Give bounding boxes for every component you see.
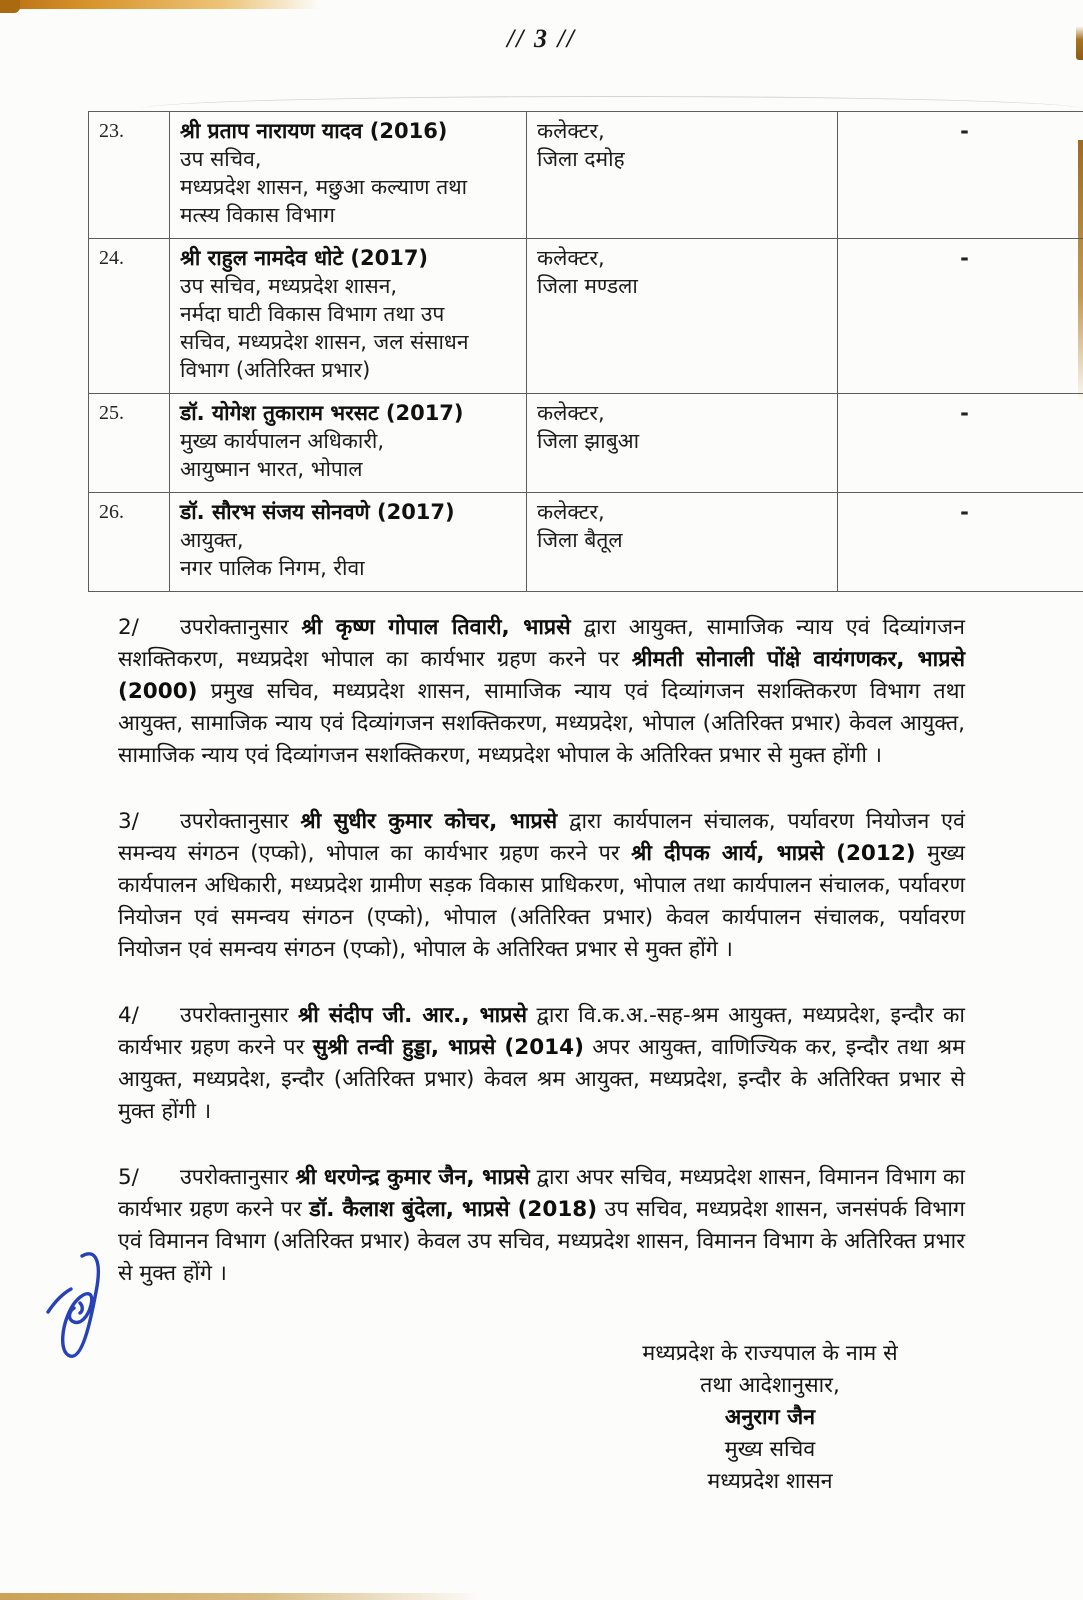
paragraph-text: अपर आयुक्त, वाणिज्यिक कर, इन्दौर तथा श्रम आयुक्त, मध्यप्रदेश, इन्दौर (अतिरिक्त प्रभार) केवल श्रम आयुक्त, मध्यप्रदेश, इन्दौर के अतिरिक्त प्रभार से मुक्त होंगी । — [118, 1035, 965, 1124]
paragraph-bold-text: डॉ. कैलाश बुंदेला, भाप्रसे (2018) — [309, 1197, 598, 1222]
paragraph-number: 2/ — [118, 615, 139, 640]
order-paragraph — [118, 1162, 965, 1290]
officer-designation-line: मध्यप्रदेश शासन, मछुआ कल्याण तथा — [180, 175, 468, 199]
page-number: // 3 // — [507, 24, 576, 53]
paragraph-text: द्वारा वि.क.अ.-सह-श्रम आयुक्त, मध्यप्रदेश, इन्दौर का कार्यभार ग्रहण करने पर — [118, 1003, 965, 1060]
signature-line: मुख्य सचिव — [724, 1437, 816, 1462]
officer-posting-line: कलेक्टर, — [537, 500, 605, 524]
paragraph-number: 4/ — [118, 1003, 139, 1028]
paragraph-text: उपरोक्तानुसार — [180, 1003, 298, 1028]
officer-posting-line: जिला झाबुआ — [537, 429, 640, 453]
officer-name: डॉ. सौरभ संजय सोनवणे (2017) — [180, 500, 455, 524]
officer-name-cell — [170, 239, 527, 394]
officer-designation-line: उप सचिव, — [180, 147, 262, 171]
signature-line: तथा आदेशानुसार, — [700, 1373, 840, 1398]
signature-line: मध्यप्रदेश शासन — [707, 1469, 833, 1494]
officer-name: श्री राहुल नामदेव धोटे (2017) — [180, 246, 429, 270]
order-paragraph — [118, 1000, 965, 1128]
table-row — [89, 394, 1083, 493]
signature-line: मध्यप्रदेश के राज्यपाल के नाम से — [642, 1341, 898, 1366]
officer-posting-line: कलेक्टर, — [537, 401, 605, 425]
paragraph-text: उपरोक्तानुसार — [180, 1165, 296, 1190]
officer-serial: 26. — [89, 493, 170, 592]
order-paragraph — [118, 612, 965, 772]
officer-remark-cell: - — [838, 112, 1083, 239]
paragraph-bold-text: सुश्री तन्वी हुड्डा, भाप्रसे (2014) — [312, 1035, 584, 1060]
order-paragraphs — [118, 612, 965, 1324]
officer-designation-line: सचिव, मध्यप्रदेश शासन, जल संसाधन — [180, 330, 469, 354]
officer-designation-line: आयुष्मान भारत, भोपाल — [180, 457, 363, 481]
paragraph-bold-text: श्री धरणेन्द्र कुमार जैन, भाप्रसे — [295, 1165, 530, 1190]
officer-name-cell — [170, 394, 527, 493]
officer-posting-line: जिला बैतूल — [537, 528, 623, 552]
officer-name-cell — [170, 493, 527, 592]
paragraph-bold-text: श्रीमती सोनाली पोंक्षे वायंगणकर, भाप्रसे (2000) — [118, 647, 965, 704]
officer-posting-cell — [527, 112, 838, 239]
officer-remark-cell: - — [838, 394, 1083, 493]
officer-designation-line: नगर पालिक निगम, रीवा — [180, 556, 365, 580]
scan-artifact-top-strip — [0, 0, 320, 9]
paragraph-number: 3/ — [118, 809, 139, 834]
officer-designation-line: नर्मदा घाटी विकास विभाग तथा उप — [180, 302, 445, 326]
officer-serial: 24. — [89, 239, 170, 394]
paragraph-text: उपरोक्तानुसार — [180, 809, 301, 834]
officer-designation-line: विभाग (अतिरिक्त प्रभार) — [180, 358, 371, 382]
officer-name: डॉ. योगेश तुकाराम भरसट (2017) — [180, 401, 464, 425]
paragraph-text: उप सचिव, मध्यप्रदेश शासन, जनसंपर्क विभाग एवं विमानन विभाग (अतिरिक्त प्रभार) केवल उप सचिव, मध्यप्रदेश शासन, विमानन विभाग के अतिरिक्त प्रभार से मुक्त होंगे । — [118, 1197, 965, 1286]
scan-artifact-top-corner — [0, 0, 20, 13]
paragraph-number: 5/ — [118, 1165, 139, 1190]
scan-artifact-bottom-strip — [0, 1593, 480, 1600]
paragraph-bold-text: श्री दीपक आर्य, भाप्रसे (2012) — [631, 841, 916, 866]
paragraph-bold-text: श्री संदीप जी. आर., भाप्रसे — [297, 1003, 528, 1028]
paragraph-text: द्वारा आयुक्त, सामाजिक न्याय एवं दिव्यांगजन सशक्तिकरण, मध्यप्रदेश भोपाल का कार्यभार ग्रहण करने पर — [118, 615, 965, 672]
signature-block — [560, 1338, 980, 1498]
paragraph-text: मुख्य कार्यपालन अधिकारी, मध्यप्रदेश ग्रामीण सड़क विकास प्राधिकरण, भोपाल तथा कार्यपालन संचालक, पर्यावरण नियोजन एवं समन्वय संगठन (एप्को), भोपाल (अतिरिक्त प्रभार) केवल कार्यपालन संचालक, पर्यावरण नियोजन एवं समन्वय संगठन (एप्को), भोपाल के अतिरिक्त प्रभार से मुक्त होंगे । — [118, 841, 965, 962]
table-row — [89, 239, 1083, 394]
officer-remark-cell: - — [838, 239, 1083, 394]
officer-posting-line: कलेक्टर, — [537, 246, 605, 270]
officer-posting-cell — [527, 493, 838, 592]
officers-table — [88, 111, 1083, 592]
officer-posting-cell — [527, 394, 838, 493]
signature-line: अनुराग जैन — [724, 1405, 816, 1430]
officer-posting-line: जिला दमोह — [537, 147, 625, 171]
officer-name-cell — [170, 112, 527, 239]
paragraph-text: उपरोक्तानुसार — [180, 615, 302, 640]
paragraph-text: द्वारा कार्यपालन संचालक, पर्यावरण नियोजन एवं समन्वय संगठन (एप्को), भोपाल का कार्यभार ग्रहण करने पर — [118, 809, 965, 866]
officer-posting-line: जिला मण्डला — [537, 274, 638, 298]
paragraph-bold-text: श्री सुधीर कुमार कोचर, भाप्रसे — [300, 809, 558, 834]
officer-designation-line: मुख्य कार्यपालन अधिकारी, — [180, 429, 385, 453]
paragraph-text: प्रमुख सचिव, मध्यप्रदेश शासन, सामाजिक न्याय एवं दिव्यांगजन सशक्तिकरण विभाग तथा आयुक्त, सामाजिक न्याय एवं दिव्यांगजन सशक्तिकरण, मध्यप्रदेश, भोपाल (अतिरिक्त प्रभार) केवल आयुक्त, सामाजिक न्याय एवं दिव्यांगजन सशक्तिकरण, मध्यप्रदेश भोपाल के अतिरिक्त प्रभार से मुक्त होंगी । — [118, 679, 965, 768]
officer-designation-line: आयुक्त, — [180, 528, 244, 552]
officer-posting-cell — [527, 239, 838, 394]
table-row — [89, 112, 1083, 239]
paragraph-text: द्वारा अपर सचिव, मध्यप्रदेश शासन, विमानन विभाग का कार्यभार ग्रहण करने पर — [118, 1165, 965, 1222]
officer-designation-line: उप सचिव, मध्यप्रदेश शासन, — [180, 274, 398, 298]
officer-designation-line: मत्स्य विकास विभाग — [180, 203, 335, 227]
officer-posting-line: कलेक्टर, — [537, 119, 605, 143]
officers-table-body — [89, 112, 1083, 592]
order-paragraph — [118, 806, 965, 966]
officer-name: श्री प्रताप नारायण यादव (2016) — [180, 119, 448, 143]
ink-signature — [42, 1248, 116, 1380]
paragraph-bold-text: श्री कृष्ण गोपाल तिवारी, भाप्रसे — [301, 615, 571, 640]
officer-serial: 25. — [89, 394, 170, 493]
officer-remark-cell: - — [838, 493, 1083, 592]
officer-serial: 23. — [89, 112, 170, 239]
table-row — [89, 493, 1083, 592]
